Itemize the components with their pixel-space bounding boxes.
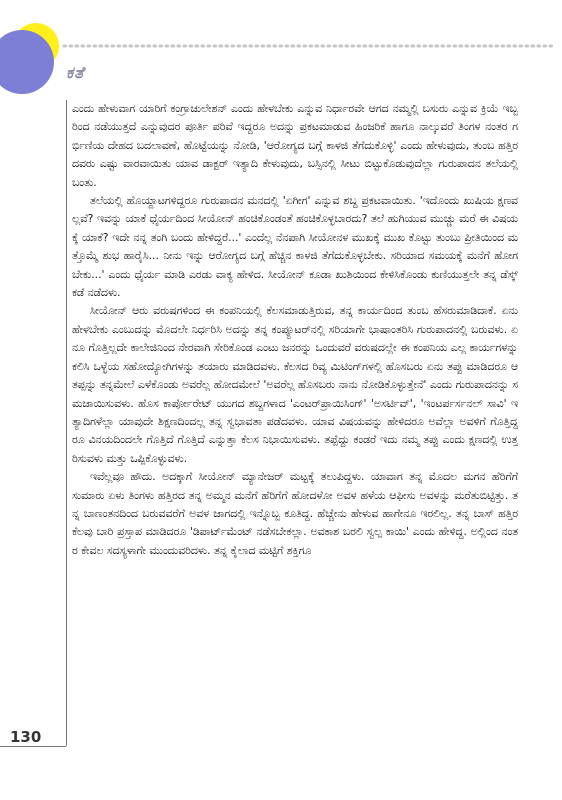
paragraph: ಎಂದು ಹೇಳುವಾಗ ಯಾರಿಗೆ ಕಂಗ್ರಾಚುಲೇಶನ್ ಎಂದು ಹೇಳಬೇಕು ಎನ್ನುವ ನಿರ್ಧಾರವೇ ಆಗದ ನಮ್ಮಲ್ಲಿ ಬಸುರು ಎನ್ನುವ ಕ್ರಿಯೆ ಇಬ್ಬರಿಂದ ನಡೆಯುತ್ತದೆ ಎನ್ನುವುದರ ಪೂರ್ತಿ ಪರಿವೆ ಇದ್ದರೂ ಅದನ್ನು ಪ್ರಕಟಮಾಡುವ ಹಿಂಜರಿಕೆ ಹಾಗೂ ನಾಲ್ಕುವರೆ ತಿಂಗಳ ನಂತರ ಗರ್ಭಿಣಿಯ ದೇಹದ ಬದಲಾವಣೆ, ಹೊಟ್ಟೆಯನ್ನು ನೋಡಿ, 'ಆರೋಗ್ಯದ ಬಗ್ಗೆ ಕಾಳಜಿ ತೆಗೆದುಕೊಳ್ಳಿ' ಎಂದು ಹೇಳುವುದು, ತುಂಬ ಹತ್ತಿರದವರು ಎಷ್ಟು ವಾರವಾಯಿತು ಯಾವ ಡಾಕ್ಟರ್ ಇತ್ಯಾದಿ ಕೇಳುವುದು, ಬಸ್ಸಿನಲ್ಲಿ ಸೀಟು ಬಿಟ್ಟುಕೊಡುವುದೆಲ್ಲಾ ಗುರುಪಾದನ ತಲೆಯಲ್ಲಿ ಬಂತು. xyxy=(72,102,518,189)
margin-rule xyxy=(66,100,67,746)
page-number-rule xyxy=(0,746,66,747)
section-label: ಕತೆ xyxy=(66,63,85,82)
paragraph: ಸೀಯೋನ್ ಆರು ವರುಷಗಳಿಂದ ಈ ಕಂಪನಿಯಲ್ಲಿ ಕೆಲಸಮಾಡುತ್ತಿರುವ, ತನ್ನ ಕಾರ್ಯದಿಂದ ತುಂಬ ಹೆಸರುಮಾಡಿದಾಕೆ. ಏನು ಹೇಳಬೇಕು ಎಂಬುದನ್ನು ಮೊದಲೇ ನಿರ್ಧರಿಸಿ ಅದನ್ನು ತನ್ನ ಕಂಪ್ಯೂಟರ್‌ನಲ್ಲಿ ಸರಿಯಾಗೇ ಭಾಷಾಂತರಿಸಿ ಗುರುಪಾದನಲ್ಲಿ ಬರುವಳು. ಏನೂ ಗೊತ್ತಿಲ್ಲದೇ ಕಾಲೇಜಿನಿಂದ ನೇರವಾಗಿ ಸೇರಿಕೊಂಡ ಎಂಟು ಜನರನ್ನು ಒಂದುವರೆ ವರುಷದಲ್ಲೇ ಈ ಕಂಪನಿಯ ಎಲ್ಲ ಕಾರ್ಯಗಳನ್ನು ಕಲಿಸಿ ಒಳ್ಳೆಯ ಸಹೋದ್ಯೋಗಿಗಳನ್ನು ತಯಾರು ಮಾಡಿದವಳು. ಕೆಲಸದ ರಿವ್ಯ ಮಿಟಿಂಗ್‌ಗಳಲ್ಲಿ ಹೊಸಬರು ಏನು ತಪ್ಪು ಮಾಡಿದರೂ ಆ ತಪ್ಪನ್ನು ತನ್ನಮೇಲೆ ಎಳೆಕೊಂಡು ಅವರೆಲ್ಲ ಹೋದಮೇಲೆ 'ಅವರೆಲ್ಲ ಹೊಸಬರು ನಾನು ನೋಡಿಕೊಳ್ಳುತ್ತೇನೆ' ಎಂದು ಗುರುಪಾದನನ್ನು ಸಮಜಾಯಿಸುವಳು. ಹೊಸ ಕಾರ್ಪೋರೇಟ್ ಯುಗದ ಶಬ್ದಗಳಾದ 'ಎಂಟರ್‌ಪ್ರಾಯಿಸಿಂಗ್' 'ಅಸರ್ಟಿವ್', 'ಇಂಟರ್ಪರ್ಸನಲ್ ಸಾವಿ' ಇತ್ಯಾದಿಗಳೆಲ್ಲಾ ಯಾವುದೇ ಶಿಕ್ಷಣದಿಂದಲ್ಲ ತನ್ನ ಸ್ವಭಾವತಾ ಪಡೆದವಳು. ಯಾವ ವಿಷಯವನ್ನು ಹೇಳಿದರೂ ಅವೆಲ್ಲಾ ಅವಳಿಗೆ ಗೊತ್ತಿದ್ದರೂ ವಿನಯದಿಂದಲೇ ಗೊತ್ತಿದೆ ಗೊತ್ತಿದೆ ಎನ್ನುತ್ತಾ ಕೆಲಸ ನಿಭಾಯಿಸುವಳು. ತಪ್ಪೆದ್ದು ಕಂಡರೆ ಇದು ನಮ್ಮ ತಪ್ಪು ಎಂದು ಕ್ಷಣದಲ್ಲಿ ಉತ್ತರಿಸುವಳು ಮತ್ತು ಒಪ್ಪಿಕೊಳ್ಳುವಳು. xyxy=(72,304,518,465)
paragraph: ಇವೆಲ್ಲವೂ ಹೌದು. ಅದಕ್ಕಾಗೆ ಸೀಯೋನ್ ಮ್ಯಾನೇಜರ್ ಮಟ್ಟಕ್ಕೆ ತಲುಪಿದ್ದಳು. ಯಾವಾಗ ತನ್ನ ಮೊದಲ ಮಗನ ಹೆರಿಗೆಗೆ ಸುಮಾರು ಏಳು ತಿಂಗಳು ಹತ್ತಿರದ ತನ್ನ ಅಮ್ಮನ ಮನೆಗೆ ಹೆರಿಗೆಗೆ ಹೋದಳೋ ಅವಳ ಹಳೆಯ ಆಫೀಸು ಅವಳನ್ನು ಮರೆತುಬಿಟ್ಟಿತ್ತು. ತನ್ನ ಬಾಣಂತನದಿಂದ ಬರುವವರೆಗೆ ಅವಳ ಜಾಗದಲ್ಲಿ ಇನ್ನೊಬ್ಬ ಕೂತಿದ್ದ. ಹೆಚ್ಚೇನು ಹೇಳುವ ಹಾಗೇನೂ ಇರಲಿಲ್ಲ. ತನ್ನ ಬಾಸ್ ಹತ್ತಿರ ಕೆಲವು ಬಾರಿ ಪ್ರಸ್ತಾಪ ಮಾಡಿದರೂ 'ಡಿಪಾರ್ಟ್‌ಮೆಂಟ್ ನಡೆಸಬೇಕಲ್ಲಾ. ಅವಕಾಶ ಬರಲಿ ಸ್ವಲ್ಪ ಕಾಯಿ' ಎಂದು ಹೇಳಿದ್ದ. ಅಲ್ಲಿಂದ ನಂತರ ಕೇವಲ ಸದಸ್ಯಳಾಗೇ ಮುಂದುವರಿದಳು. ತನ್ನ ಕೈಲಾದ ಮಟ್ಟಿಗೆ ಶಕ್ತಿಗೂ xyxy=(72,470,518,557)
article-body xyxy=(72,100,518,780)
paragraph: ತಲೆಯಲ್ಲಿ ಹೊಯ್ದಾಟಗಳಿದ್ದರೂ ಗುರುಪಾದನ ಮನದಲ್ಲಿ 'ಏಗೀಗ' ಎನ್ನುವ ಶಬ್ದ ಪ್ರಕಟವಾಯಿತು. 'ಇದೊಂದು ಖುಷಿಯ ಕ್ಷಣವಲ್ಲವೆ? ಇವನ್ನು ಯಾಕೆ ಧೈರ್ಯದಿಂದ ಸೀಯೋನ್ ಹಂಚಿಕೊಂಡಂತೆ ಹಂಚಿಕೊಳ್ಳಬಾರದು? ತಲೆ ಹುಗಿಯುವ ಮುಚ್ಚು ಮರೆ ಈ ವಿಷಯಕ್ಕೆ ಯಾಕೆ? ಇದೇ ನನ್ನ ತಂಗಿ ಬಂದು ಹೇಳಿದ್ದರೆ...' ಎಂದೆಲ್ಲ ನೆನಪಾಗಿ ಸೀಯೋನಳ ಮುಖಕ್ಕೆ ಮುಖ ಕೊಟ್ಟು ತುಂಬು ಪ್ರೀತಿಯಿಂದ ಮತ್ತೊಮ್ಮೆ ಶುಭ ಹಾರೈಸಿ... ನೀನು ಇನ್ನು ಆರೋಗ್ಯದ ಬಗ್ಗೆ ಹೆಚ್ಚಿನ ಕಾಳಜಿ ತೆಗೆದುಕೊಳ್ಳಬೇಕು. ಸರಿಯಾದ ಸಮಯಕ್ಕೆ ಮನೆಗೆ ಹೋಗಬೇಕು...' ಎಂದು ಧೈರ್ಯ ಮಾಡಿ ಎರಡು ವಾಕ್ಯ ಹೇಳಿದ. ಸೀಯೋನ್ ಕೂಡಾ ಖುಶಿಯಿಂದ ಕೇಳಿಸಿಕೊಂಡು ಕುಣಿಯುತ್ತಲೇ ತನ್ನ ಡೆಸ್ಕ್ ಕಡೆ ನಡೆದಳು. xyxy=(72,194,518,300)
page-number: 130 xyxy=(10,728,42,746)
